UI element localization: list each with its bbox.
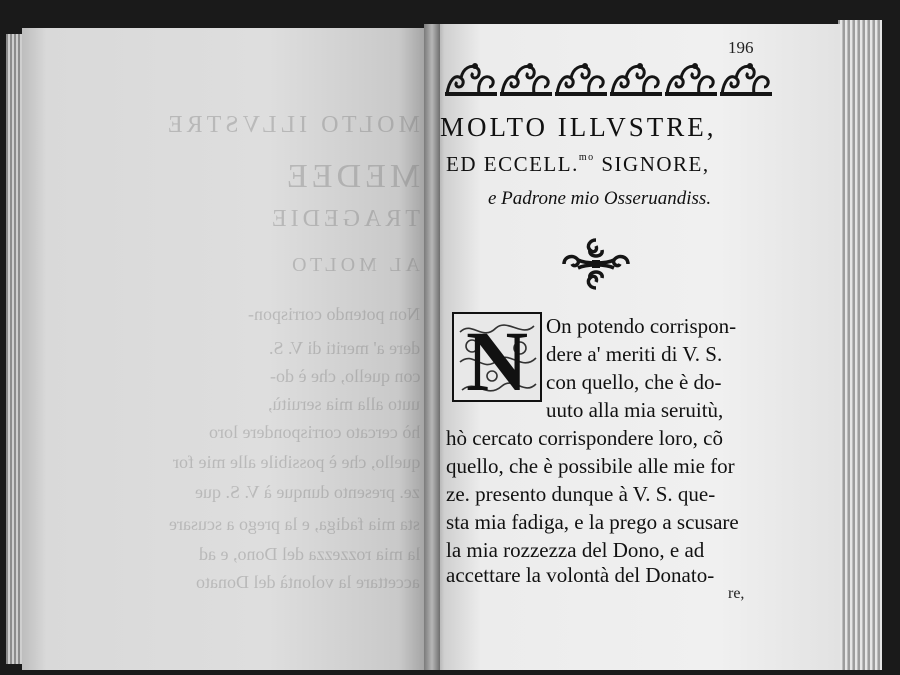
- body-line: con quello, che è do-: [546, 370, 722, 394]
- show-through-line: la mia rozzezza del Dono, e ad: [198, 544, 420, 564]
- dedication-title-line3: e Padrone mio Osseruandiss.: [488, 188, 712, 209]
- show-through-line: sta mia fadiga, e la prego a scusare: [169, 514, 420, 534]
- show-through-line: con quello, che è do-: [269, 366, 420, 386]
- show-through-line: quello, che è possibile alle mie for: [172, 452, 420, 472]
- right-page-edges: [838, 20, 882, 670]
- show-through-line: Non potendo corrispon-: [248, 304, 420, 324]
- body-line: On potendo corrispon-: [546, 314, 737, 338]
- ornamental-headpiece: [445, 60, 775, 98]
- body-line: dere a' meriti di V. S.: [546, 342, 723, 366]
- page-number: 196: [728, 38, 754, 57]
- decorated-initial-N: [452, 312, 542, 402]
- body-line: la mia rozzezza del Dono, e ad: [446, 538, 705, 562]
- show-through-line: accettare la volontà del Donato: [196, 572, 420, 592]
- show-through-line: AL MOLTO: [288, 254, 420, 276]
- svg-text:N: N: [465, 313, 529, 402]
- fleuron-ornament: [560, 236, 632, 292]
- show-through-line: hò cercato corrispondere loro: [208, 422, 420, 442]
- show-through-line: MEDEE: [282, 158, 420, 195]
- show-through-line: uuto alla mia seruitù,: [268, 394, 420, 414]
- body-line: quello, che è possibile alle mie for: [446, 454, 735, 478]
- body-line: ze. presento dunque à V. S. que-: [446, 482, 716, 506]
- show-through-line: ze. presento dunque à V. S. que: [195, 482, 420, 502]
- body-line: sta mia fadiga, e la prego a scusare: [446, 510, 739, 534]
- dedication-title-line2: ED ECCELL.$^{mo}$ SIGNORE,: [446, 152, 710, 176]
- catchword: re,: [728, 585, 745, 602]
- dedication-title-line1: MOLTO ILLVSTRE,: [440, 112, 717, 142]
- show-through-line: dere a' meriti di V. S.: [268, 338, 420, 358]
- body-line: uuto alla mia seruitù,: [546, 398, 724, 422]
- book-gutter: [424, 24, 440, 670]
- show-through-line: TRAGEDIE: [268, 206, 420, 232]
- body-line: accettare la volontà del Donato-: [446, 563, 715, 587]
- show-through-line: MOLTO ILLVSTRE: [164, 112, 420, 138]
- body-line: hò cercato corrispondere loro, cõ: [446, 426, 723, 450]
